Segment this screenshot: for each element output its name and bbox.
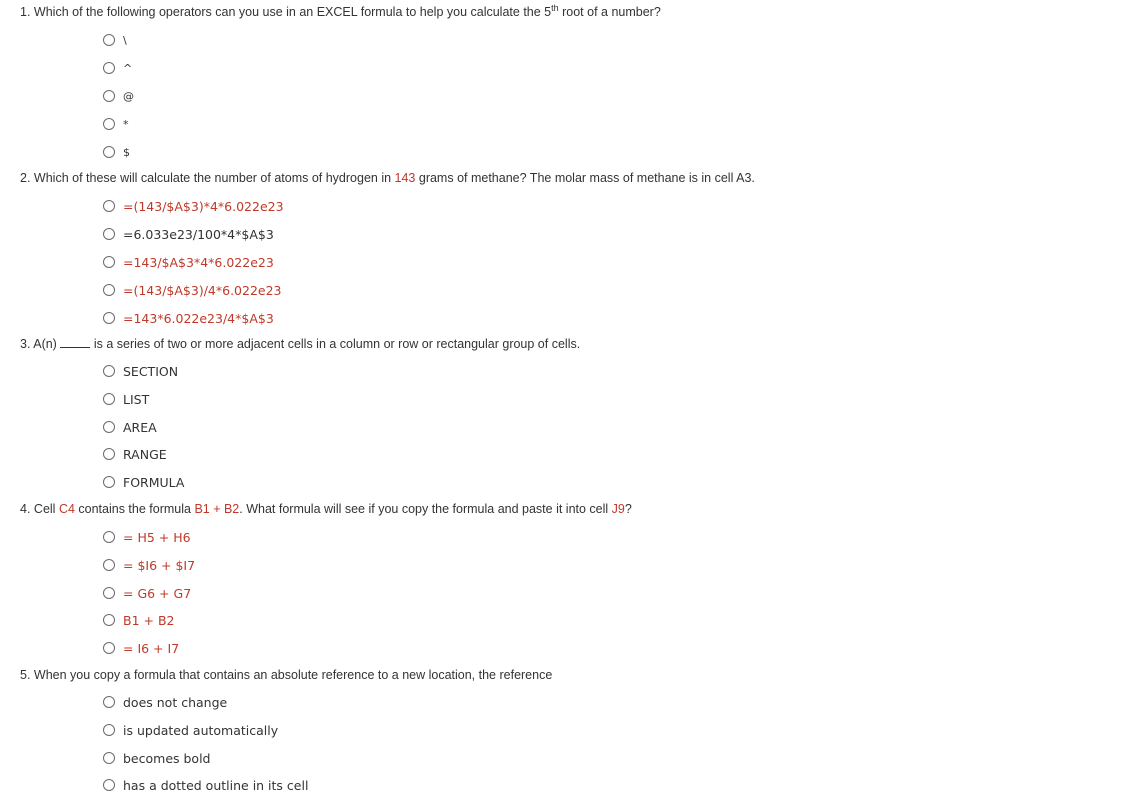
q4-option-3[interactable]	[103, 584, 191, 602]
q3-option-1[interactable]	[103, 362, 178, 380]
question-4-text	[20, 501, 632, 517]
radio-button[interactable]	[103, 779, 115, 791]
option-label: =143/$A$3*4*6.022e23	[123, 254, 274, 270]
highlight-cell: C4	[58, 502, 75, 516]
q2-option-1[interactable]	[103, 197, 284, 215]
question-text: Which of these will calculate the number of atoms of hydrogen in	[33, 171, 395, 185]
option-label: \	[123, 33, 127, 47]
option-label: ^	[123, 61, 133, 75]
radio-button[interactable]	[103, 614, 115, 626]
q3-option-5[interactable]	[103, 473, 184, 491]
option-label: becomes bold	[123, 750, 211, 766]
question-text: Cell	[33, 502, 59, 516]
radio-button[interactable]	[103, 90, 115, 102]
q2-option-3[interactable]	[103, 253, 274, 271]
q1-option-3[interactable]	[103, 87, 134, 105]
q3-option-2[interactable]	[103, 390, 149, 408]
option-label: = I6 + I7	[123, 640, 180, 656]
radio-button[interactable]	[103, 531, 115, 543]
radio-button[interactable]	[103, 118, 115, 130]
radio-button[interactable]	[103, 146, 115, 158]
question-2-text	[20, 170, 755, 186]
question-text: contains the formula	[74, 502, 195, 516]
radio-button[interactable]	[103, 559, 115, 571]
question-text: root of a number?	[558, 5, 661, 19]
answer-blank	[60, 336, 90, 348]
option-label: B1 + B2	[123, 612, 175, 628]
radio-button[interactable]	[103, 200, 115, 212]
question-text: A(n)	[33, 337, 57, 351]
q5-option-2[interactable]	[103, 721, 278, 739]
question-number: 4.	[20, 502, 31, 516]
radio-button[interactable]	[103, 724, 115, 736]
radio-button[interactable]	[103, 228, 115, 240]
q1-option-5[interactable]	[103, 143, 130, 161]
radio-button[interactable]	[103, 393, 115, 405]
option-label: *	[123, 117, 129, 131]
radio-button[interactable]	[103, 421, 115, 433]
question-text: grams of methane? The molar mass of methane is in cell A3.	[415, 171, 755, 185]
option-label: = H5 + H6	[123, 529, 191, 545]
question-text: ?	[624, 502, 632, 516]
radio-button[interactable]	[103, 587, 115, 599]
option-label: LIST	[123, 391, 150, 407]
radio-button[interactable]	[103, 365, 115, 377]
option-label: =143*6.022e23/4*$A$3	[123, 310, 274, 326]
radio-button[interactable]	[103, 256, 115, 268]
q1-option-2[interactable]	[103, 59, 132, 77]
radio-button[interactable]	[103, 284, 115, 296]
option-label: =(143/$A$3)/4*6.022e23	[123, 282, 282, 298]
q5-option-3[interactable]	[103, 749, 211, 767]
question-text: . What formula will see if you copy the formula and paste it into cell	[239, 502, 612, 516]
highlight-value: 143	[394, 171, 416, 185]
question-text: When you copy a formula that contains an absolute reference to a new location, the reference	[33, 668, 553, 682]
radio-button[interactable]	[103, 752, 115, 764]
q5-option-1[interactable]	[103, 693, 227, 711]
superscript: th	[551, 2, 559, 13]
highlight-formula: B1 + B2	[194, 502, 240, 516]
option-label: AREA	[123, 419, 157, 435]
question-5-text	[20, 667, 552, 683]
option-label: @	[123, 89, 134, 103]
radio-button[interactable]	[103, 34, 115, 46]
q4-option-4[interactable]	[103, 611, 174, 629]
option-label: is updated automatically	[123, 722, 279, 738]
question-number: 1.	[20, 5, 31, 19]
q4-option-5[interactable]	[103, 639, 179, 657]
option-label: does not change	[123, 694, 228, 710]
q3-option-4[interactable]	[103, 445, 167, 463]
radio-button[interactable]	[103, 312, 115, 324]
option-label: has a dotted outline in its cell	[123, 777, 309, 793]
question-number: 5.	[20, 668, 31, 682]
option-label: = $I6 + $I7	[123, 557, 196, 573]
option-label: $	[123, 145, 130, 159]
q1-option-4[interactable]	[103, 115, 129, 133]
question-text: Which of the following operators can you use in an EXCEL formula to help you calculate the 5	[33, 5, 552, 19]
q2-option-4[interactable]	[103, 281, 282, 299]
option-label: =(143/$A$3)*4*6.022e23	[123, 198, 284, 214]
q5-option-4[interactable]	[103, 776, 308, 794]
q1-option-1[interactable]	[103, 31, 127, 49]
q2-option-2[interactable]	[103, 225, 274, 243]
option-label: FORMULA	[123, 474, 185, 490]
radio-button[interactable]	[103, 696, 115, 708]
q4-option-2[interactable]	[103, 556, 195, 574]
radio-button[interactable]	[103, 476, 115, 488]
q4-option-1[interactable]	[103, 528, 191, 546]
q2-option-5[interactable]	[103, 309, 274, 327]
option-label: = G6 + G7	[123, 585, 192, 601]
q3-option-3[interactable]	[103, 418, 157, 436]
radio-button[interactable]	[103, 62, 115, 74]
question-number: 3.	[20, 337, 31, 351]
option-label: SECTION	[123, 363, 179, 379]
highlight-cell: J9	[611, 502, 625, 516]
radio-button[interactable]	[103, 642, 115, 654]
question-3-text	[20, 336, 580, 352]
question-number: 2.	[20, 171, 31, 185]
option-label: =6.033e23/100*4*$A$3	[123, 226, 274, 242]
radio-button[interactable]	[103, 448, 115, 460]
question-text: is a series of two or more adjacent cells in a column or row or rectangular group of cells.	[93, 337, 581, 351]
question-1-text	[20, 4, 661, 20]
option-label: RANGE	[123, 446, 167, 462]
